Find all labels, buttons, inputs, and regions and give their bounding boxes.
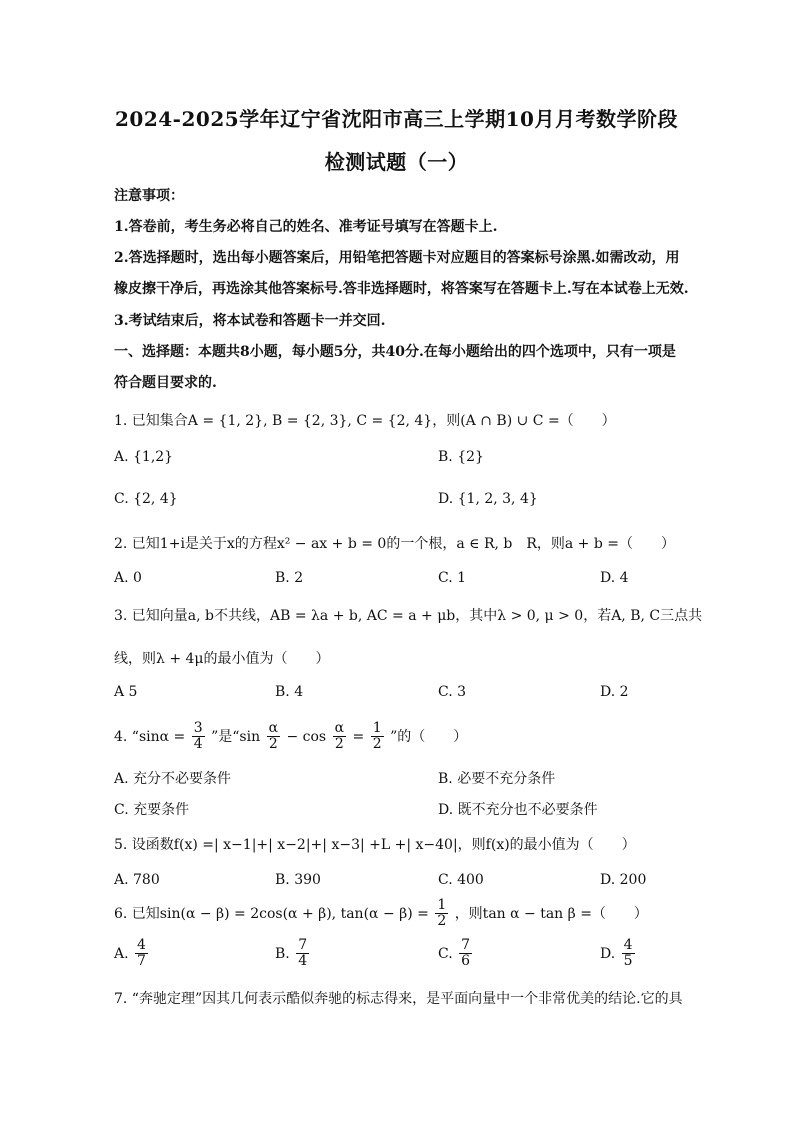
exam-title-line1: 2024-2025学年辽宁省沈阳市高三上学期10月月考数学阶段 — [115, 107, 678, 131]
q4-option-b: B. 必要不充分条件 — [438, 771, 556, 787]
note-2b: 橡皮擦干净后，再选涂其他答案标号.答非选择题时，将答案写在答题卡上.写在本试卷上无效. — [114, 281, 689, 297]
q4-option-d: D. 既不充分也不必要条件 — [438, 802, 598, 818]
question-1-stem: 1. 已知集合A = {1, 2}, B = {2, 3}, C = {2, 4}，则(A ∩ B) ∪ C =（ ） — [114, 413, 616, 429]
note-3: 3.考试结束后，将本试卷和答题卡一并交回. — [114, 313, 386, 329]
question-7-stem: 7. “奔驰定理”因其几何表示酷似奔驰的标志得来，是平面向量中一个非常优美的结论.它的具 — [114, 991, 683, 1007]
q4-mid2: − cos — [286, 728, 327, 745]
q4-fraction-1 — [192, 721, 205, 753]
q4-mid3: = — [352, 728, 365, 745]
q6-f-den: 2 — [437, 913, 447, 930]
q6-b-num: 7 — [298, 937, 308, 953]
question-5-stem: 5. 设函数f(x) =| x−1|+| x−2|+| x−3| +L +| x−40|，则f(x)的最小值为（ ） — [114, 837, 636, 853]
q6-option-d — [600, 938, 637, 970]
question-6-stem — [114, 898, 648, 930]
question-3-stem-1: 3. 已知向量a, b不共线，AB = λa + b, AC = a + μb，其中λ > 0, μ > 0，若A, B, C三点共 — [114, 608, 703, 624]
notes-heading: 注意事项： — [114, 188, 184, 204]
q4-f2-num: α — [268, 720, 279, 736]
q5-option-a: A. 780 — [114, 872, 160, 888]
section1-intro-b: 符合题目要求的. — [114, 375, 217, 391]
q4-f4-num: 1 — [372, 720, 382, 736]
q6-option-b — [275, 938, 311, 970]
q6-c-fraction — [459, 938, 472, 970]
q6-a-fraction — [135, 938, 148, 970]
q4-f2-den: 2 — [268, 736, 278, 753]
q6-option-a — [114, 938, 150, 970]
q4-fraction-2 — [267, 721, 280, 753]
q4-f3-den: 2 — [334, 736, 344, 753]
q6-d-label: D. — [600, 945, 616, 962]
q6-b-fraction — [296, 938, 309, 970]
q6-a-label: A. — [114, 945, 129, 962]
q2-option-d: D. 4 — [600, 570, 629, 586]
q4-f1-num: 3 — [193, 720, 203, 736]
exam-title-line2: 检测试题（一） — [324, 150, 469, 174]
q5-option-c: C. 400 — [438, 872, 484, 888]
q4-pre: 4. “sinα = — [114, 728, 186, 745]
q2-option-a: A. 0 — [114, 570, 142, 586]
q3-option-b: B. 4 — [275, 684, 304, 700]
q6-d-den: 5 — [623, 953, 633, 970]
q4-post: ”的（ ） — [390, 728, 468, 745]
q1-option-a: A. {1,2} — [114, 449, 174, 465]
q4-mid: ”是“sin — [211, 728, 261, 745]
q4-option-c: C. 充要条件 — [114, 802, 190, 818]
q4-option-a: A. 充分不必要条件 — [114, 771, 232, 787]
question-4-stem — [114, 721, 467, 753]
q6-fraction — [435, 898, 448, 930]
q6-b-den: 4 — [298, 953, 308, 970]
q6-d-fraction — [622, 938, 635, 970]
q1-option-c: C. {2, 4} — [114, 491, 178, 507]
q6-option-c — [438, 938, 474, 970]
q4-f1-den: 4 — [193, 736, 203, 753]
question-2-stem: 2. 已知1+i是关于x的方程x² − ax + b = 0的一个根，a ∈ R, b R，则a + b =（ ） — [114, 536, 676, 552]
question-3-stem-2: 线，则λ + 4μ的最小值为（ ） — [114, 651, 330, 667]
q4-f4-den: 2 — [372, 736, 382, 753]
q2-option-b: B. 2 — [275, 570, 304, 586]
q4-fraction-3 — [333, 721, 346, 753]
q3-option-a: A 5 — [114, 684, 138, 700]
q6-b-label: B. — [275, 945, 290, 962]
q6-a-num: 4 — [137, 937, 146, 953]
q6-d-num: 4 — [623, 937, 633, 953]
q5-option-d: D. 200 — [600, 872, 647, 888]
q6-f-num: 1 — [437, 897, 447, 913]
q6-c-den: 6 — [461, 953, 471, 970]
q4-f3-num: α — [334, 720, 345, 736]
q6-post: ，则tan α − tan β =（ ） — [454, 905, 648, 922]
section1-intro-a: 一、选择题：本题共8小题，每小题5分，共40分.在每小题给出的四个选项中，只有一项是 — [114, 344, 676, 360]
q6-a-den: 7 — [137, 953, 146, 970]
q1-option-b: B. {2} — [438, 449, 484, 465]
q3-option-c: C. 3 — [438, 684, 467, 700]
q1-option-d: D. {1, 2, 3, 4} — [438, 491, 538, 507]
q3-option-d: D. 2 — [600, 684, 629, 700]
q2-option-c: C. 1 — [438, 570, 467, 586]
q6-c-num: 7 — [461, 937, 471, 953]
note-1: 1.答卷前，考生务必将自己的姓名、准考证号填写在答题卡上. — [114, 219, 498, 235]
q5-option-b: B. 390 — [275, 872, 321, 888]
q6-c-label: C. — [438, 945, 453, 962]
q6-pre: 6. 已知sin(α − β) = 2cos(α + β), tan(α − β) = — [114, 905, 429, 922]
q4-fraction-4 — [371, 721, 384, 753]
note-2a: 2.答选择题时，选出每小题答案后，用铅笔把答题卡对应题目的答案标号涂黑.如需改动，用 — [114, 250, 680, 266]
